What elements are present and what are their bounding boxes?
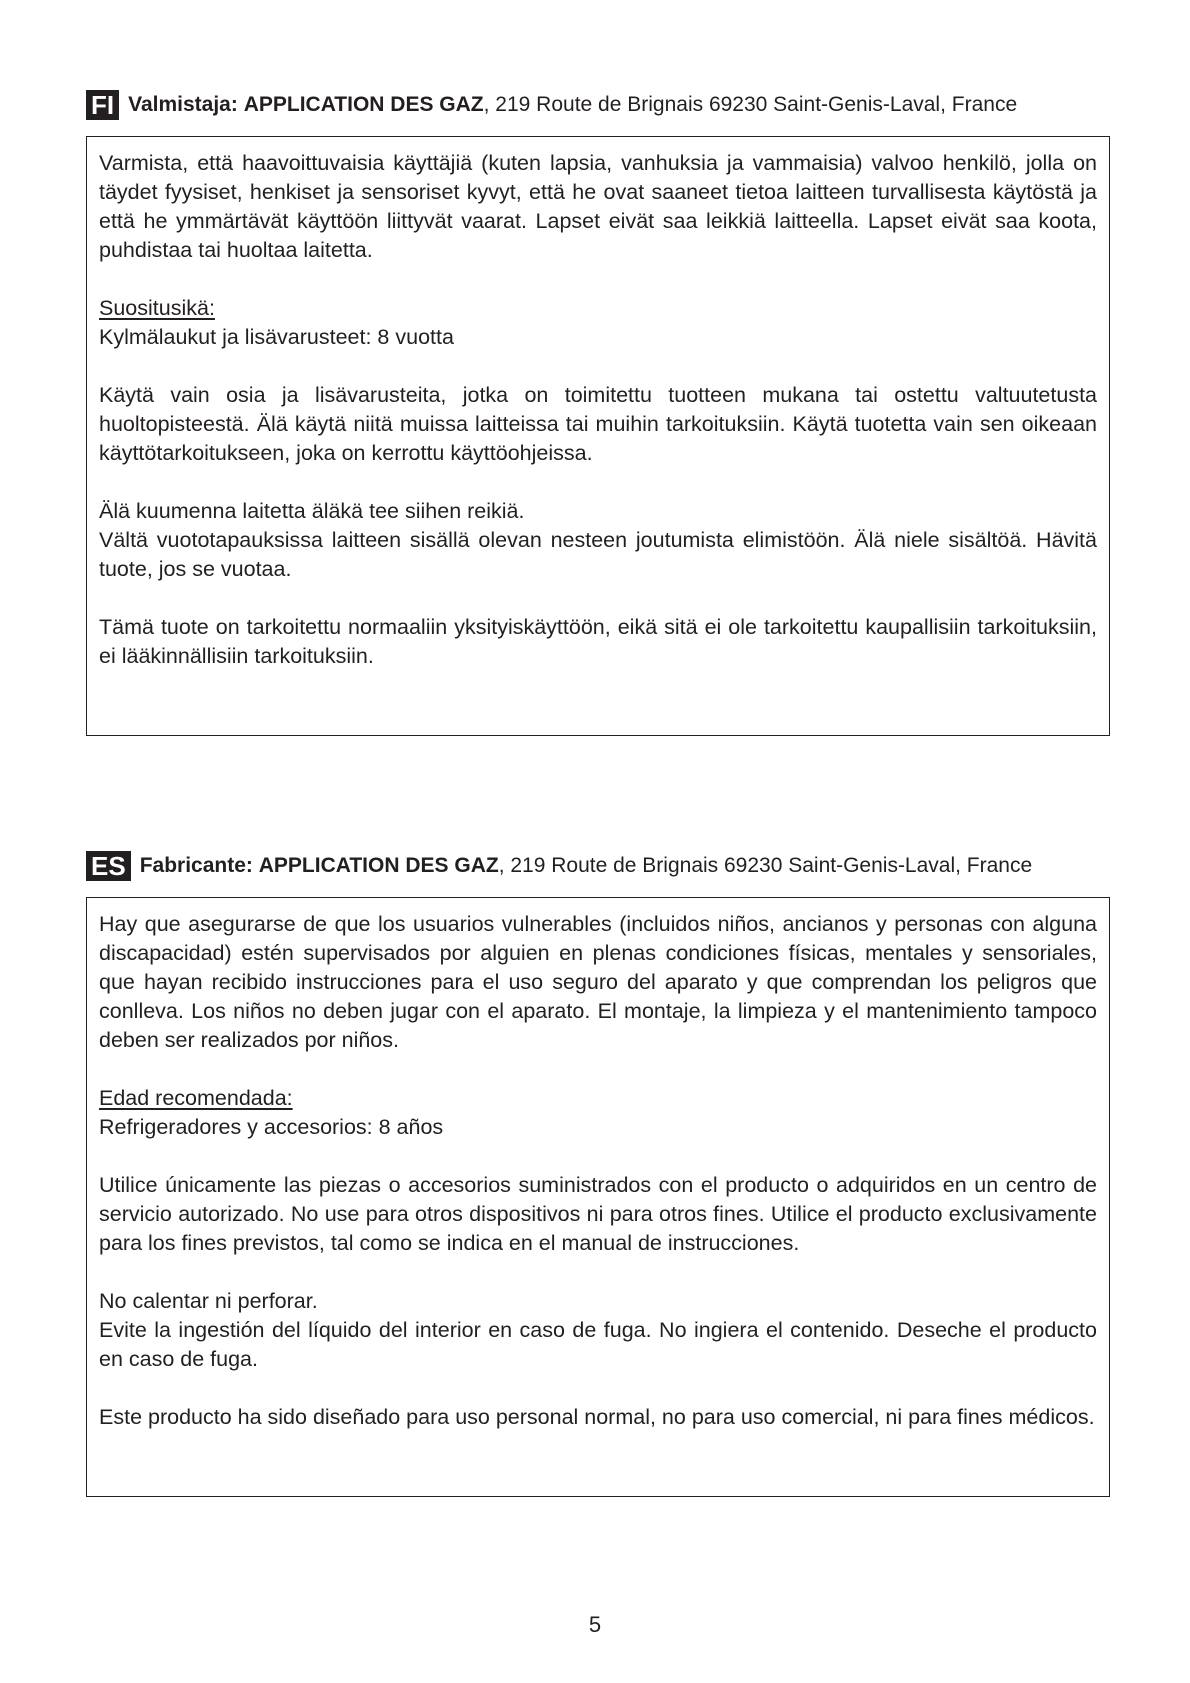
fi-language-badge: FI — [86, 90, 119, 120]
es-age-text: Refrigeradores y accesorios: 8 años — [99, 1115, 444, 1139]
fi-safety-box — [86, 136, 1110, 736]
fi-age-text: Kylmälaukut ja lisävarusteet: 8 vuotta — [99, 325, 454, 349]
es-language-badge: ES — [86, 851, 131, 881]
es-supervision-paragraph: Hay que asegurarse de que los usuarios vulnerables (incluidos niños, ancianos y personas con alguna discapacidad) estén supervisados por alguien en plenas condiciones físicas, mentales y sensoriales, que hayan recibido instrucciones para el uso seguro del aparato y que comprendan los peligros que conlleva. Los niños no deben jugar con el aparato. El montaje, la limpieza y el mantenimiento tampoco deben ser realizados por niños. — [99, 912, 1097, 1052]
fi-section-header — [86, 88, 1017, 122]
es-manufacturer-line — [140, 851, 1032, 881]
fi-age-heading: Suositusikä: — [99, 296, 215, 320]
fi-parts-paragraph: Käytä vain osia ja lisävarusteita, jotka on toimitettu tuotteen mukana tai ostettu valtuutetusta huoltopisteestä. Älä käytä niitä muissa laitteissa tai muihin tarkoituksiin. Käytä tuotetta vain sen oikeaan käyttötarkoitukseen, joka on kerrottu käyttöohjeissa. — [99, 383, 1097, 465]
fi-company-name: APPLICATION DES GAZ — [243, 93, 484, 116]
es-company-address: , 219 Route de Brignais 69230 Saint-Genis-Laval, France — [498, 854, 1033, 877]
page-number: 5 — [588, 1612, 602, 1637]
es-safety-box — [86, 897, 1110, 1497]
fi-intended-use-paragraph: Tämä tuote on tarkoitettu normaaliin yksityiskäyttöön, eikä sitä ei ole tarkoitettu kaupallisiin tarkoituksiin, ei lääkinnällisiin tarkoituksiin. — [99, 615, 1097, 668]
es-company-name: APPLICATION DES GAZ — [258, 854, 499, 877]
fi-supervision-paragraph: Varmista, että haavoittuvaisia käyttäjiä (kuten lapsia, vanhuksia ja vammaisia) valvoo henkilö, jolla on täydet fyysiset, henkiset ja sensoriset kyvyt, että he ovat saaneet tietoa laitteen turvallisesta käytöstä ja että he ymmärtävät käyttöön liittyvät vaarat. Lapset eivät saa leikkiä laitteella. Lapset eivät saa koota, puhdistaa tai huoltaa laitetta. — [99, 151, 1097, 262]
es-manufacturer-label: Fabricante: — [139, 854, 253, 877]
es-age-heading: Edad recomendada: — [99, 1086, 293, 1110]
fi-manufacturer-label: Valmistaja: — [128, 93, 238, 116]
es-intended-use-paragraph: Este producto ha sido diseñado para uso personal normal, no para uso comercial, ni para fines médicos. — [99, 1405, 1095, 1429]
fi-company-address: , 219 Route de Brignais 69230 Saint-Genis-Laval, France — [483, 93, 1018, 116]
es-leak-warning: Evite la ingestión del líquido del interior en caso de fuga. No ingiera el contenido. Deseche el producto en caso de fuga. — [99, 1318, 1097, 1371]
es-parts-paragraph: Utilice únicamente las piezas o accesorios suministrados con el producto o adquiridos en un centro de servicio autorizado. No use para otros dispositivos ni para otros fines. Utilice el producto exclusivamente para los fines previstos, tal como se indica en el manual de instrucciones. — [99, 1173, 1097, 1255]
es-heat-warning: No calentar ni perforar. — [99, 1289, 318, 1313]
fi-manufacturer-line — [128, 90, 1017, 120]
es-section-header — [86, 849, 1032, 883]
fi-heat-warning: Älä kuumenna laitetta äläkä tee siihen reikiä. — [99, 499, 525, 523]
fi-leak-warning: Vältä vuototapauksissa laitteen sisällä olevan nesteen joutumista elimistöön. Älä niele sisältöä. Hävitä tuote, jos se vuotaa. — [99, 528, 1097, 581]
